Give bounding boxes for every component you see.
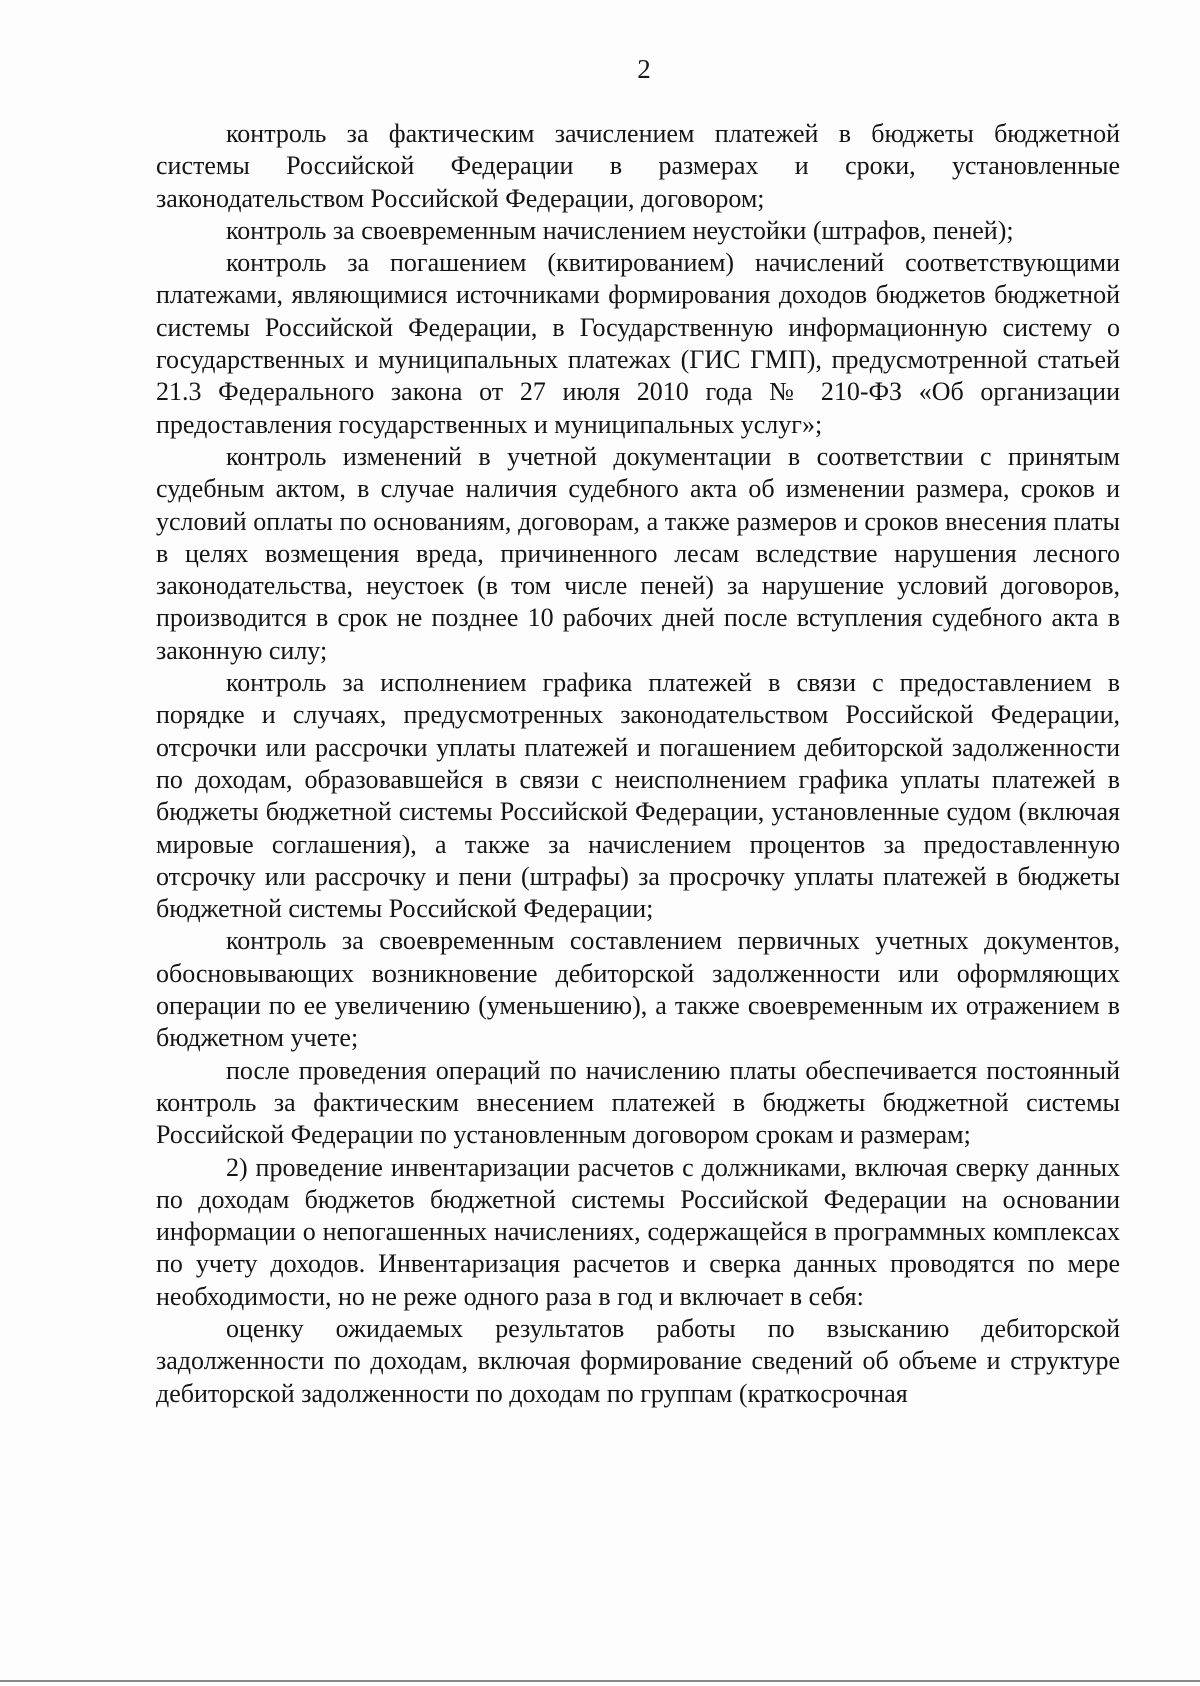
paragraph: после проведения операций по начислению платы обеспечивается постоянный контроль за фактическим внесением платежей в бюджеты бюджетной системы Российской Федерации по установленным договором срокам и размерам; bbox=[156, 1055, 1120, 1150]
paragraph: контроль за погашением (квитированием) начислений соответствующими платежами, являющимися источниками формирования доходов бюджетов бюджетной системы Российской Федерации, в Государственную информационную систему о государственных и муниципальных платежах (ГИС ГМП), предусмотренной статьей 21.3 Федерального закона от 27 июля 2010 года № 210-ФЗ «Об организации предоставления государственных и муниципальных услуг»; bbox=[156, 248, 1120, 439]
paragraph: контроль за исполнением графика платежей в связи с предоставлением в порядке и случаях, предусмотренных законодательством Российской Федерации, отсрочки или рассрочки уплаты платежей и погашением дебиторской задолженности по доходам, образовавшейся в связи с неисполнением графика уплаты платежей в бюджеты бюджетной системы Российской Федерации, установленные судом (включая мировые соглашения), а также за начислением процентов за предоставленную отсрочку или рассрочку и пени (штрафы) за просрочку уплаты платежей в бюджеты бюджетной системы Российской Федерации; bbox=[156, 668, 1120, 924]
document-body bbox=[156, 118, 1120, 1410]
page-number: 2 bbox=[637, 54, 651, 84]
paragraph: контроль за своевременным составлением первичных учетных документов, обосновывающих возникновение дебиторской задолженности или оформляющих операции по ее увеличению (уменьшению), а также своевременным их отражением в бюджетном учете; bbox=[156, 926, 1120, 1053]
paragraph: 2) проведение инвентаризации расчетов с должниками, включая сверку данных по доходам бюджетов бюджетной системы Российской Федерации на основании информации о непогашенных начислениях, содержащейся в программных комплексах по учету доходов. Инвентаризация расчетов и сверка данных проводятся по мере необходимости, но не реже одного раза в год и включает в себя: bbox=[156, 1152, 1120, 1311]
paragraph: контроль за фактическим зачислением платежей в бюджеты бюджетной системы Российской Федерации в размерах и сроки, установленные законодательством Российской Федерации, договором; bbox=[156, 119, 1120, 213]
bottom-edge-line bbox=[0, 1680, 1200, 1682]
paragraph: оценку ожидаемых результатов работы по взысканию дебиторской задолженности по доходам, включая формирование сведений об объеме и структуре дебиторской задолженности по доходам по группам (краткосрочная bbox=[156, 1313, 1120, 1408]
paragraph: контроль за своевременным начислением неустойки (штрафов, пеней); bbox=[226, 215, 1014, 245]
paragraph: контроль изменений в учетной документации в соответствии с принятым судебным актом, в случае наличия судебного акта об изменении размера, сроков и условий оплаты по основаниям, договорам, а также размеров и сроков внесения платы в целях возмещения вреда, причиненного лесам вследствие нарушения лесного законодательства, неустоек (в том числе пеней) за нарушение условий договоров, производится в срок не позднее 10 рабочих дней после вступления судебного акта в законную силу; bbox=[156, 441, 1120, 665]
